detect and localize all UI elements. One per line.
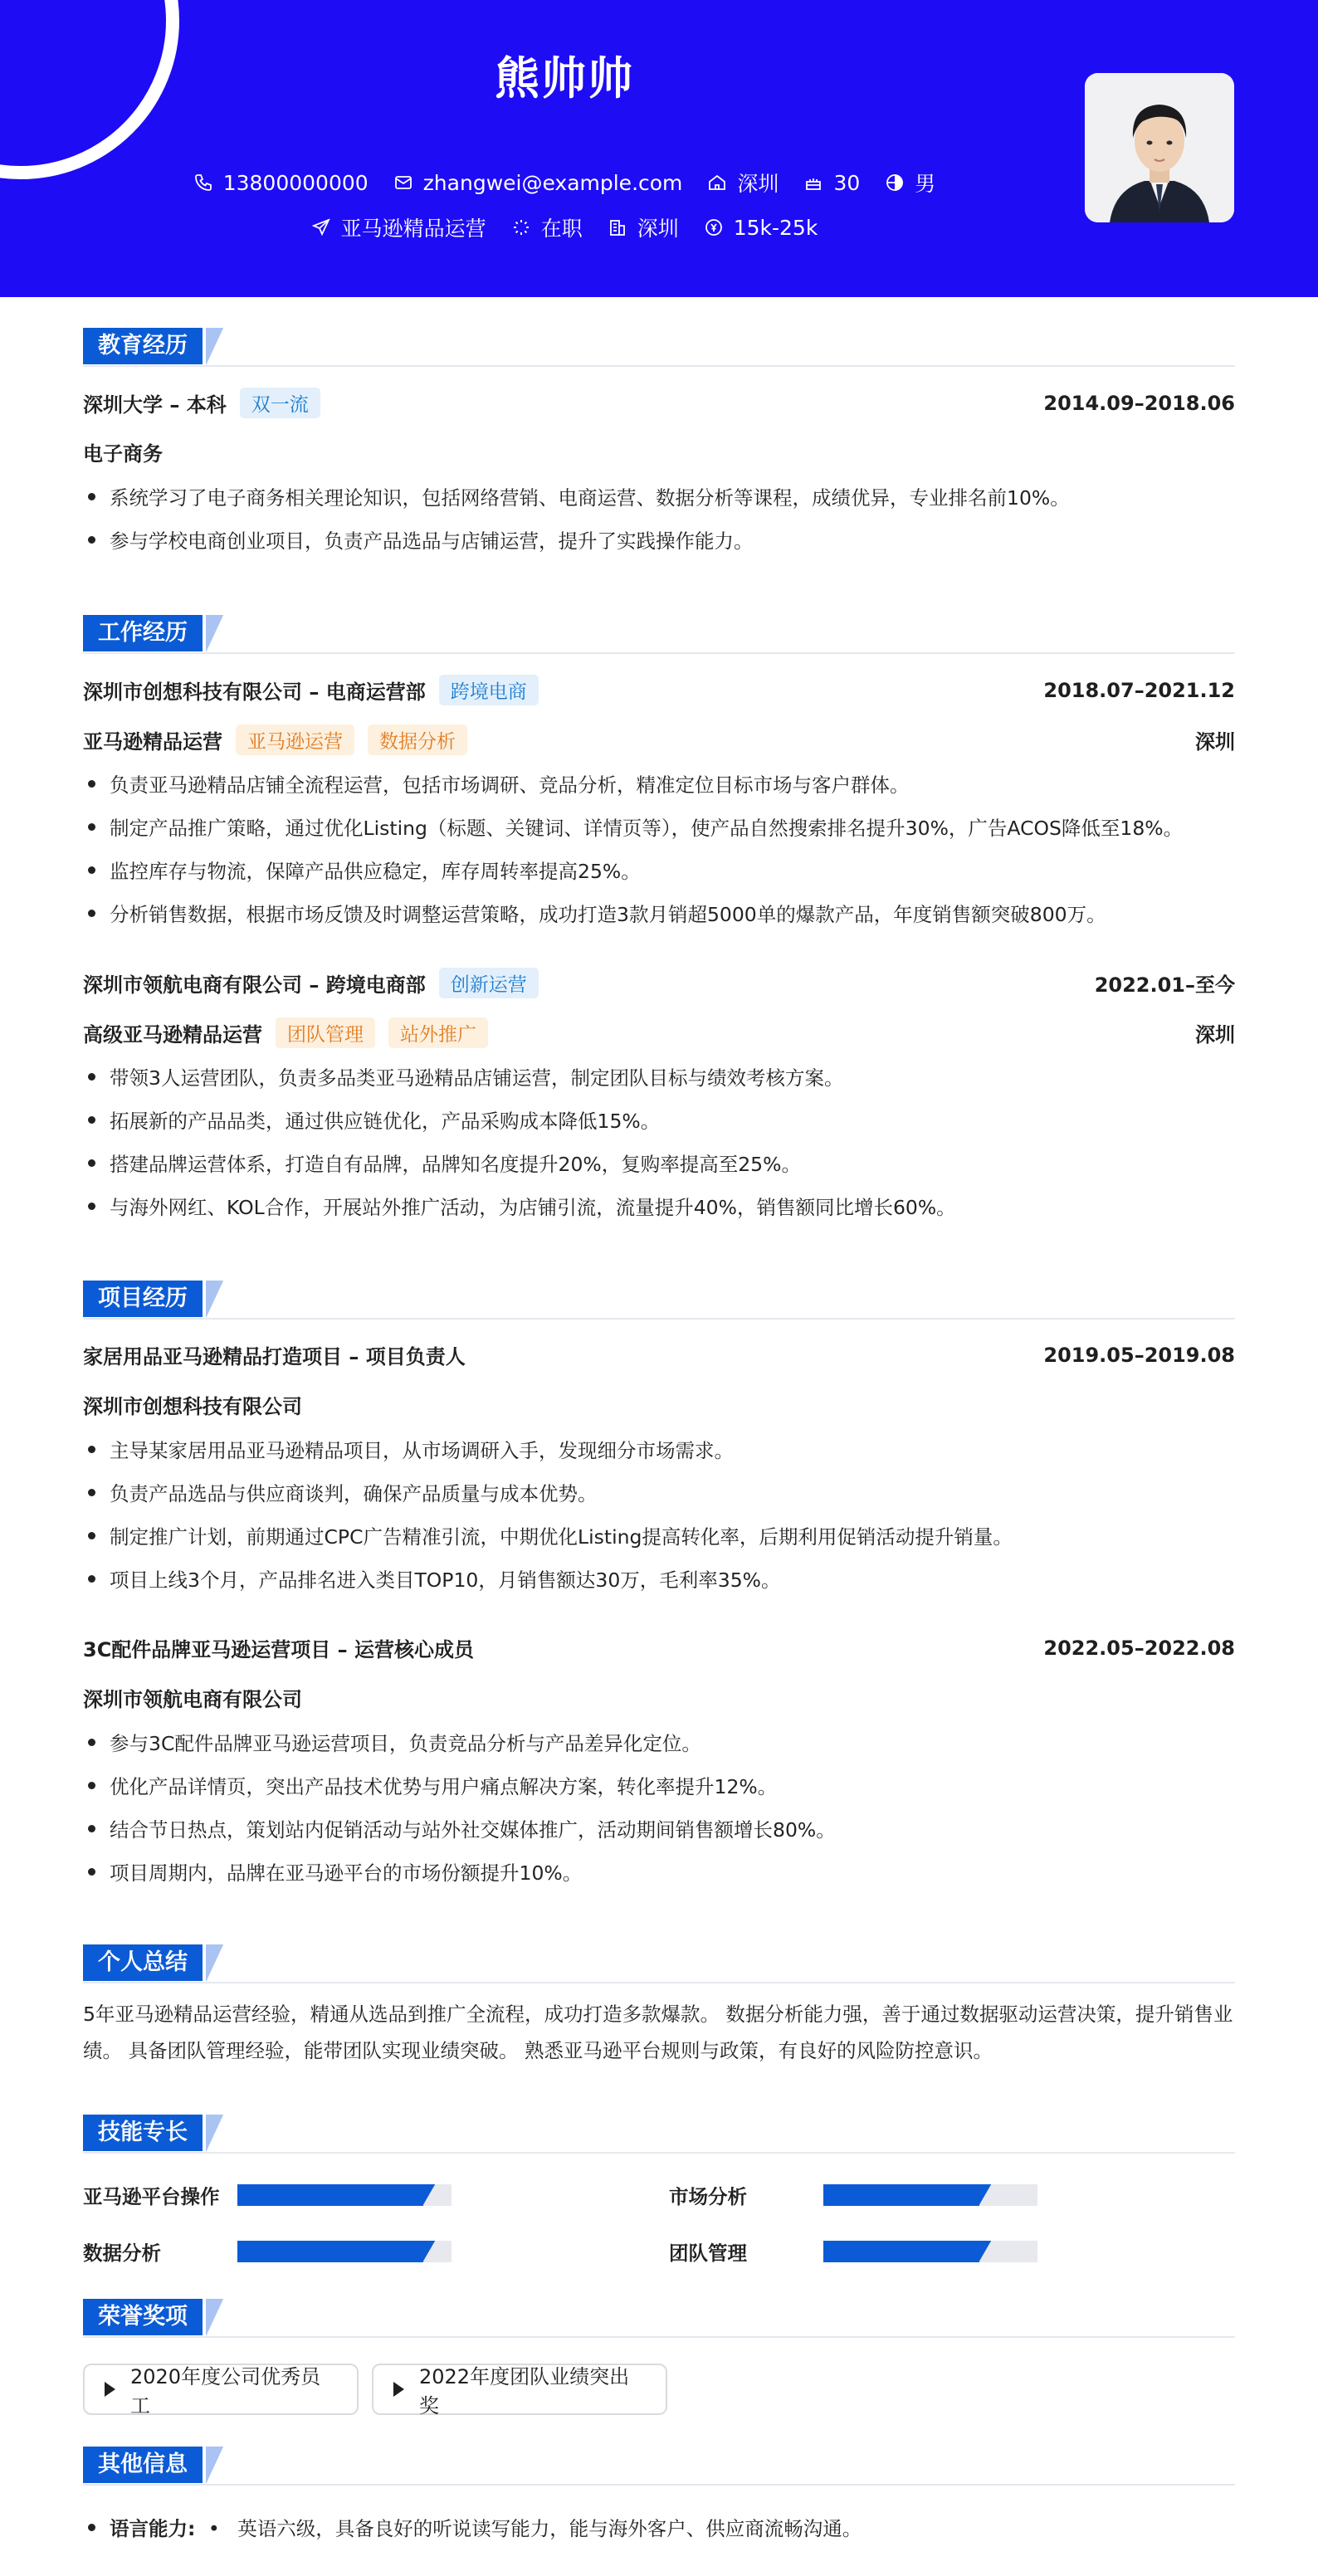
salary-icon [704,217,724,237]
awards-heading: 荣誉奖项 [83,2299,203,2335]
skill-bar [823,2184,1037,2206]
salary-text: 15k-25k [733,215,818,240]
list-item: 分析销售数据，根据市场反馈及时调整运营策略，成功打造3款月销超5000单的爆款产品，年度销售额突破800万。 [83,899,1235,927]
other-value: 英语六级，具备良好的听说读写能力，能与海外客户、供应商流畅沟通。 [237,2517,862,2540]
building-icon [608,217,627,237]
role-title: 高级亚马逊精品运营 [83,1023,262,1046]
list-item: 负责产品选品与供应商谈判，确保产品质量与成本优势。 [83,1478,1235,1506]
other-item [83,2513,1235,2541]
contact-row [0,168,1129,198]
heading-accent [206,328,227,364]
work-date: 2022.01–至今 [1094,973,1235,997]
list-item: 参与学校电商创业项目，负责产品选品与店铺运营，提升了实践操作能力。 [83,525,1235,554]
project-company: 深圳市创想科技有限公司 [83,1395,302,1418]
project-company-row [83,1683,1235,1712]
email-item [393,168,683,198]
triangle-icon [105,2382,115,2397]
project-title: 3C配件品牌亚马逊运营项目 – 运营核心成员 [83,1638,475,1661]
projects-section [83,1281,1235,1885]
list-item: 项目周期内，品牌在亚马逊平台的市场份额提升10%。 [83,1857,1235,1886]
award-name: 2020年度公司优秀员工 [130,2365,321,2417]
section-divider [83,2484,1235,2486]
status-text: 在职 [540,217,583,241]
work-section [83,615,1235,1219]
list-item: 系统学习了电子商务相关理论知识，包括网络营销、电商运营、数据分析等课程，成绩优异，专业排名前10%。 [83,482,1235,510]
heading-accent [206,1944,227,1981]
list-item: 拓展新的产品品类，通过供应链优化，产品采购成本降低15%。 [83,1105,1235,1134]
project-company: 深圳市领航电商有限公司 [83,1688,302,1711]
section-divider [83,652,1235,654]
company-name: 深圳市创想科技有限公司 – 电商运营部 [83,681,426,704]
age-item [803,168,860,198]
role-row [83,724,1235,755]
home-icon [707,173,727,193]
bullet-dot: • [207,2517,220,2540]
project-date: 2019.05–2019.08 [1043,1343,1235,1367]
project-title: 家居用品亚马逊精品打造项目 – 项目负责人 [83,1345,466,1368]
project-entry-header [83,1340,1235,1369]
summary-section [83,1944,1235,2062]
projects-heading: 项目经历 [83,1281,203,1317]
salary-item [704,212,818,242]
role-row [83,1017,1235,1048]
list-item: 与海外网红、KOL合作，开展站外推广活动，为店铺引流，流量提升40%，销售额同比增长60%。 [83,1192,1235,1220]
skill-bar [823,2241,1037,2262]
work-heading: 工作经历 [83,615,203,651]
role-tag: 数据分析 [368,724,467,755]
section-divider [83,365,1235,367]
other-heading: 其他信息 [83,2447,203,2483]
gender-item [885,168,935,198]
heading-accent [206,615,227,651]
section-divider [83,2336,1235,2338]
list-item: 制定推广计划，前期通过CPC广告精准引流，中期优化Listing提高转化率，后期利用促销活动提升销量。 [83,1521,1235,1549]
company-name: 深圳市领航电商有限公司 – 跨境电商部 [83,973,426,997]
skill-level-fill [237,2184,423,2206]
company-tag: 跨境电商 [439,675,539,705]
email-text: zhangwei@example.com [422,170,683,195]
other-section [83,2447,1235,2540]
list-item: 搭建品牌运营体系，打造自有品牌，品牌知名度提升20%，复购率提高至25%。 [83,1149,1235,1177]
project-entry-header [83,1633,1235,1662]
awards-section [83,2299,1235,2417]
list-item: 结合节日热点，策划站内促销活动与站外社交媒体推广，活动期间销售额增长80%。 [83,1814,1235,1842]
list-item: 带领3人运营团队，负责多品类亚马逊精品店铺运营，制定团队目标与绩效考核方案。 [83,1062,1235,1090]
heading-accent [206,1281,227,1317]
skill-item [83,2237,452,2266]
education-section [83,328,1235,553]
skill-name: 亚马逊平台操作 [83,2185,220,2208]
work-city: 深圳 [1195,1023,1235,1046]
mail-icon [393,173,413,193]
phone-text: 13800000000 [222,170,369,195]
resume-header [0,0,1318,297]
send-icon [311,217,331,237]
skill-bar [237,2241,452,2262]
gender-text: 男 [915,172,936,196]
list-item: 主导某家居用品亚马逊精品项目，从市场调研入手，发现细分市场需求。 [83,1435,1235,1463]
loading-icon [511,217,531,237]
skill-bar [237,2184,452,2206]
school-tag: 双一流 [240,388,320,418]
education-heading: 教育经历 [83,328,203,364]
work-entry-header [83,675,1235,705]
target-city-item [608,212,679,242]
heading-accent [206,2447,227,2483]
skills-heading: 技能专长 [83,2115,203,2151]
company-tag: 创新运营 [439,968,539,998]
award-chip [372,2364,667,2415]
skill-name: 数据分析 [83,2242,161,2265]
award-chip [83,2364,359,2415]
age-text: 30 [833,170,861,195]
work-city: 深圳 [1195,730,1235,754]
role-tag: 亚马逊运营 [236,724,354,755]
list-item: 项目上线3个月，产品排名进入类目TOP10，月销售额达30万，毛利率35%。 [83,1564,1235,1593]
skill-level-fill [823,2184,979,2206]
project-date: 2022.05–2022.08 [1043,1636,1235,1660]
role-title: 亚马逊精品运营 [83,730,222,754]
skill-level-fill [237,2241,423,2262]
location-text: 深圳 [737,172,779,196]
gender-icon [885,173,905,193]
heading-accent [206,2115,227,2151]
skills-section [83,2115,1235,2265]
award-name: 2022年度团队业绩突出奖 [419,2365,630,2417]
target-job-item [311,212,486,242]
skill-level-fill [823,2241,979,2262]
status-item [511,212,583,242]
role-tag: 站外推广 [388,1017,488,1048]
other-label: 语言能力: [110,2517,196,2540]
work-date: 2018.07–2021.12 [1043,678,1235,702]
list-item: 优化产品详情页，突出产品技术优势与用户痛点解决方案，转化率提升12%。 [83,1771,1235,1799]
skill-name: 市场分析 [669,2185,747,2208]
location-item [707,168,779,198]
job-intent-row [0,212,1129,242]
heading-accent [206,2299,227,2335]
school-name: 深圳大学 – 本科 [83,393,227,417]
list-item: 负责亚马逊精品店铺全流程运营，包括市场调研、竞品分析，精准定位目标市场与客户群体。 [83,769,1235,798]
phone-item [193,168,369,198]
role-tag: 团队管理 [276,1017,375,1048]
major-name: 电子商务 [83,442,163,466]
project-company-row [83,1390,1235,1419]
education-date: 2014.09–2018.06 [1043,391,1235,415]
work-entry-header [83,968,1235,998]
avatar-portrait [1085,73,1234,222]
skill-name: 团队管理 [669,2242,747,2265]
section-divider [83,1982,1235,1983]
target-job-text: 亚马逊精品运营 [340,217,486,241]
skill-item [83,2181,452,2209]
phone-icon [193,173,213,193]
target-city-text: 深圳 [637,217,679,241]
education-entry-header [83,388,1235,418]
summary-heading: 个人总结 [83,1944,203,1981]
summary-text: 5年亚马逊精品运营经验，精通从选品到推广全流程，成功打造多款爆款。 数据分析能力强，善于通过数据驱动运营决策，提升销售业绩。 具备团队管理经验，能带团队实现业绩突破。 熟悉亚马逊平台规则与政策，有良好的风险防控意识。 [83,2003,1233,2062]
section-divider [83,1318,1235,1320]
skill-item [669,2181,1037,2209]
skill-item [669,2237,1037,2266]
list-item: 监控库存与物流，保障产品供应稳定，库存周转率提高25%。 [83,856,1235,884]
profile-photo [1085,73,1234,222]
cake-icon [803,173,823,193]
major-row [83,437,1235,466]
candidate-name: 熊帅帅 [495,52,634,105]
section-divider [83,2152,1235,2154]
list-item: 参与3C配件品牌亚马逊运营项目，负责竞品分析与产品差异化定位。 [83,1728,1235,1756]
triangle-icon [393,2382,404,2397]
list-item: 制定产品推广策略，通过优化Listing（标题、关键词、详情页等），使产品自然搜索排名提升30%，广告ACOS降低至18%。 [83,812,1235,841]
